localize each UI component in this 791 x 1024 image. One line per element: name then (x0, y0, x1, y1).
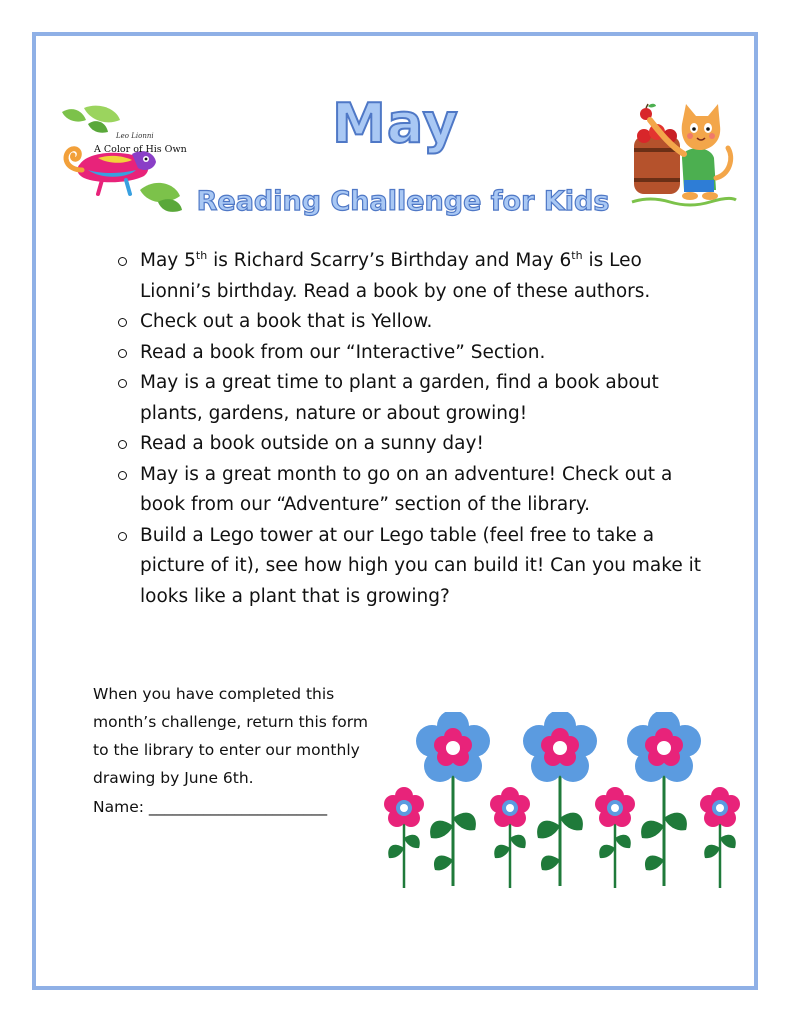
page-title: May (332, 92, 459, 155)
name-blank-line[interactable]: _______________________ (148, 798, 328, 816)
small-flower (700, 787, 740, 827)
small-flower (490, 787, 530, 827)
bullet-icon (118, 532, 127, 541)
instructions-text: When you have completed this month’s challenge, return this form to the library to enter our monthly drawing by June 6th. (93, 685, 368, 787)
list-item (108, 521, 708, 613)
task-text: Check out a book that is Yellow. (140, 311, 433, 332)
name-label: Name: (93, 798, 149, 816)
bullet-icon (118, 379, 127, 388)
task-text: Read a book from our “Interactive” Section. (140, 341, 546, 363)
list-item (108, 338, 708, 369)
bullet-icon (118, 349, 127, 358)
bullet-icon (118, 318, 127, 327)
list-item (108, 368, 708, 429)
book-author: Leo Lionni (116, 132, 154, 140)
name-field[interactable] (93, 798, 393, 816)
book-title: A Color of His Own (94, 144, 187, 155)
flowers-illustration (380, 712, 750, 892)
big-flower (627, 712, 701, 782)
big-flower (416, 712, 490, 782)
task-text: May is a great month to go on an adventure! Check out a book from our “Adventure” section of the library. (140, 463, 673, 515)
task-text-part: is Leo Lionni’s birthday. Read a book by one of these authors. (140, 250, 651, 302)
ordinal-suffix: th (195, 248, 208, 262)
list-item (108, 246, 708, 307)
bullet-icon (118, 257, 127, 266)
big-flower (523, 712, 597, 782)
bullet-icon (118, 471, 127, 480)
page-subtitle: Reading Challenge for Kids (196, 186, 610, 217)
list-item (108, 307, 708, 338)
small-flower (384, 787, 424, 827)
challenge-list (108, 246, 708, 612)
list-item (108, 460, 708, 521)
task-text-part: May 5 (140, 250, 196, 271)
task-text-part: is Richard Scarry’s Birthday and May 6 (207, 250, 572, 271)
task-text: May is a great time to plant a garden, find a book about plants, gardens, nature or about growing! (140, 372, 659, 424)
task-text: Build a Lego tower at our Lego table (feel free to take a picture of it), see how high you can build it! Can you make it looks like a plant that is growing? (140, 524, 701, 607)
bullet-icon (118, 440, 127, 449)
ordinal-suffix: th (571, 248, 583, 262)
task-text: Read a book outside on a sunny day! (140, 433, 484, 454)
small-flower (595, 787, 635, 827)
list-item (108, 429, 708, 460)
